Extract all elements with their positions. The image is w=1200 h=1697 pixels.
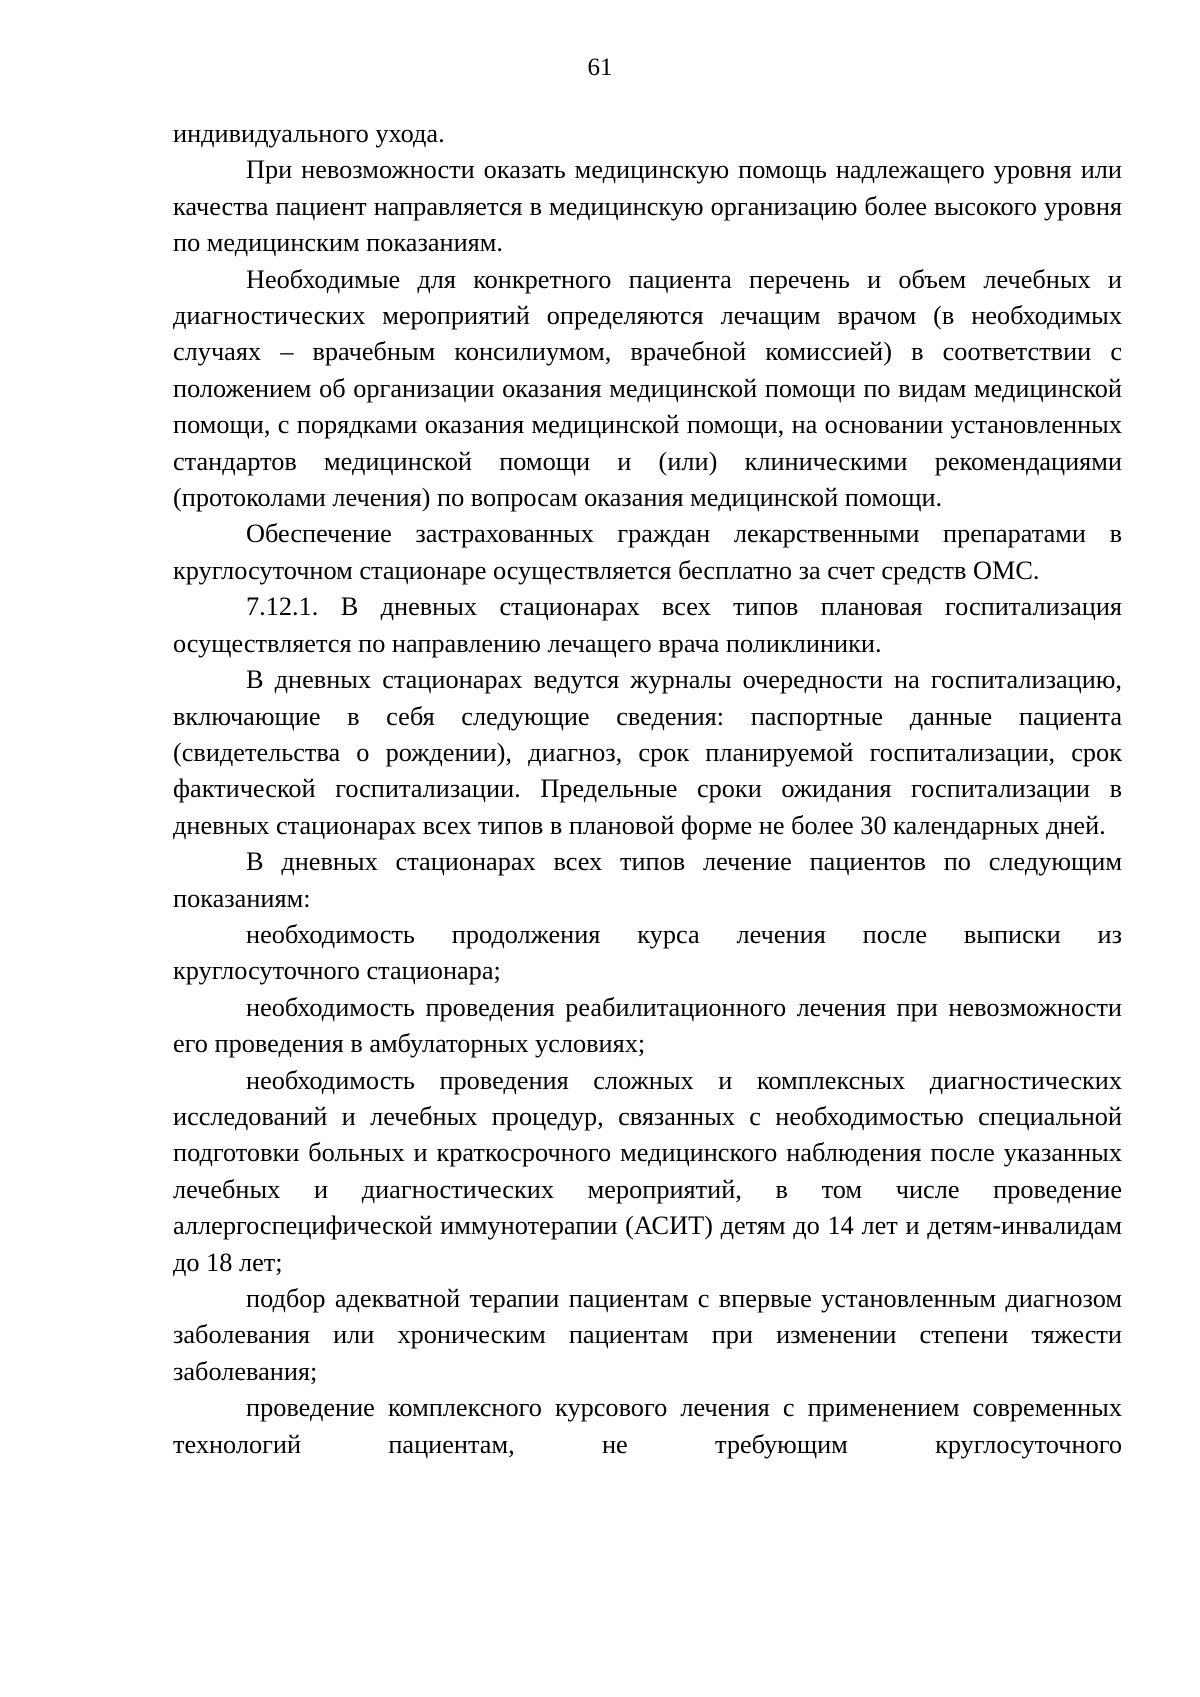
paragraph: При невозможности оказать медицинскую помощь надлежащего уровня или качества пациент направляется в медицинскую организацию более высокого уровня по медицинским показаниям. [173,155,1122,258]
list-item: необходимость проведения реабилитационного лечения при невозможности его проведения в амбулаторных условиях; [173,992,1122,1059]
list-item: подбор адекватной терапии пациентам с впервые установленным диагнозом заболевания или хроническим пациентам при изменении степени тяжести заболевания; [173,1284,1122,1386]
list-item: необходимость проведения сложных и комплексных диагностических исследований и лечебных процедур, связанных с необходимостью специальной подготовки больных и краткосрочного медицинского наблюдения после указанных лечебных и диагностических мероприятий, в том числе проведение аллергоспецифической иммунотерапии (АСИТ) детям до 14 лет и детям-инвалидам до 18 лет; [173,1065,1122,1277]
paragraph: Обеспечение застрахованных граждан лекарственными препаратами в круглосуточном стационаре осуществляется бесплатно за счет средств ОМС. [173,519,1122,585]
list-item: необходимость продолжения курса лечения после выписки из круглосуточного стационара; [173,919,1122,986]
paragraph: 7.12.1. В дневных стационарах всех типов плановая госпитализация осуществляется по направлению лечащего врача поликлиники. [173,592,1122,658]
paragraph: В дневных стационарах ведутся журналы очередности на госпитализацию, включающие в себя следующие сведения: паспортные данные пациента (свидетельства о рождении), диагноз, срок планируемой госпитализации, срок фактической госпитализации. Предельные сроки ожидания госпитализации в дневных стационарах всех типов в плановой форме не более 30 календарных дней. [173,665,1122,840]
list-item: проведение комплексного курсового лечения с применением современных технологий пациентам, не требующим круглосуточного [173,1393,1122,1459]
paragraph: В дневных стационарах всех типов лечение пациентов по следующим показаниям: [173,847,1122,913]
paragraph: индивидуального ухода. [173,119,445,148]
document-body [173,116,1122,1463]
page-number: 61 [587,54,613,81]
paragraph: Необходимые для конкретного пациента перечень и объем лечебных и диагностических мероприятий определяются лечащим врачом (в необходимых случаях – врачебным консилиумом, врачебной комиссией) в соответствии с положением об организации оказания медицинской помощи по видам медицинской помощи, с порядками оказания медицинской помощи, на основании установленных стандартов медицинской помощи и (или) клиническими рекомендациями (протоколами лечения) по вопросам оказания медицинской помощи. [173,264,1122,513]
